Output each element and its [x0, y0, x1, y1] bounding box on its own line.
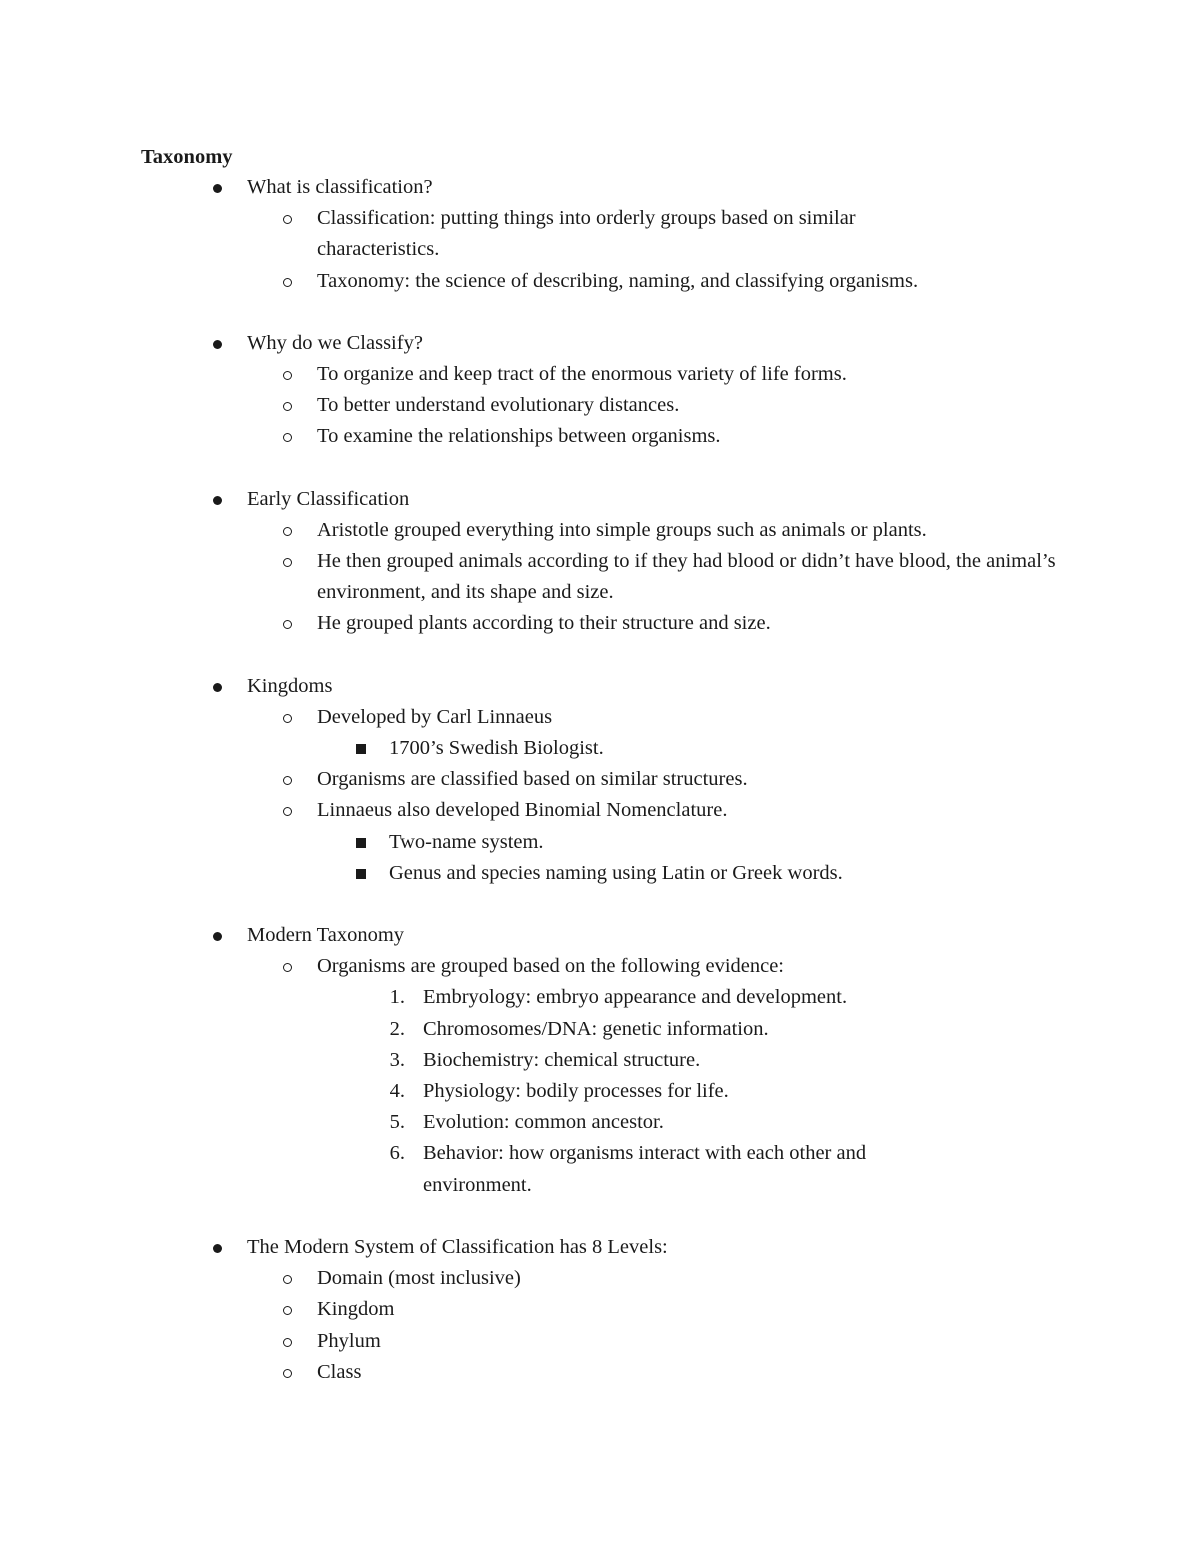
bullet-circle-icon — [283, 1275, 292, 1284]
item-text: Organisms are classified based on similar structures. — [317, 768, 748, 791]
item-number: 2. — [389, 1017, 405, 1040]
item-text: Embryology: embryo appearance and development. — [423, 986, 848, 1009]
bullet-circle-icon — [283, 1306, 292, 1315]
item-text: To examine the relationships between organisms. — [317, 425, 721, 448]
list-item — [0, 203, 1200, 265]
numbered-item — [0, 1045, 1200, 1076]
section-heading: The Modern System of Classification has 8 Levels: — [247, 1235, 668, 1258]
item-text: Linnaeus also developed Binomial Nomenclature. — [317, 799, 728, 822]
bullet-circle-icon — [283, 215, 292, 224]
list-item — [0, 421, 1200, 452]
bullet-disc-icon — [213, 1244, 222, 1253]
item-text: He grouped plants according to their structure and size. — [317, 612, 771, 635]
bullet-circle-icon — [283, 620, 292, 629]
section-modern-system-levels — [0, 1232, 1200, 1388]
bullet-square-icon — [356, 869, 366, 879]
item-text: Phylum — [317, 1329, 381, 1352]
list-item — [0, 858, 1200, 889]
item-number: 6. — [389, 1142, 405, 1165]
bullet-circle-icon — [283, 278, 292, 287]
item-text: Biochemistry: chemical structure. — [423, 1048, 701, 1071]
list-item — [0, 484, 1200, 515]
bullet-circle-icon — [283, 527, 292, 536]
bullet-circle-icon — [283, 402, 292, 411]
item-text: Taxonomy: the science of describing, naming, and classifying organisms. — [317, 269, 919, 292]
section-heading: Early Classification — [247, 487, 410, 510]
section-why-classify — [0, 328, 1200, 453]
item-text: To better understand evolutionary distances. — [317, 394, 680, 417]
numbered-item — [0, 1076, 1200, 1107]
list-item — [0, 172, 1200, 203]
list-item — [0, 608, 1200, 639]
outline — [0, 172, 1200, 1419]
bullet-square-icon — [356, 744, 366, 754]
section-what-is-classification — [0, 172, 1200, 297]
bullet-circle-icon — [283, 714, 292, 723]
list-item — [0, 328, 1200, 359]
list-item — [0, 515, 1200, 546]
list-item — [0, 266, 1200, 297]
list-item — [0, 702, 1200, 733]
list-item — [0, 390, 1200, 421]
item-text: He then grouped animals according to if they had blood or didn’t have blood, the animal’s environment, and its shape and size. — [317, 550, 1056, 604]
list-item — [0, 546, 1200, 608]
list-item — [0, 733, 1200, 764]
item-text: Chromosomes/DNA: genetic information. — [423, 1017, 769, 1040]
bullet-disc-icon — [213, 683, 222, 692]
list-item — [0, 1263, 1200, 1294]
bullet-circle-icon — [283, 558, 292, 567]
item-text: Classification: putting things into orderly groups based on similar characteristics. — [317, 207, 856, 261]
item-text: Two-name system. — [389, 830, 544, 853]
bullet-circle-icon — [283, 1369, 292, 1378]
bullet-disc-icon — [213, 184, 222, 193]
bullet-circle-icon — [283, 776, 292, 785]
numbered-item — [0, 982, 1200, 1013]
list-item — [0, 1357, 1200, 1388]
list-item — [0, 920, 1200, 951]
bullet-circle-icon — [283, 433, 292, 442]
bullet-circle-icon — [283, 963, 292, 972]
item-text: Developed by Carl Linnaeus — [317, 705, 553, 728]
bullet-circle-icon — [283, 1338, 292, 1347]
list-item — [0, 951, 1200, 982]
numbered-item — [0, 1014, 1200, 1045]
document-title: Taxonomy — [141, 146, 233, 168]
list-item — [0, 827, 1200, 858]
section-kingdoms — [0, 671, 1200, 889]
item-text: 1700’s Swedish Biologist. — [389, 737, 604, 760]
item-number: 5. — [389, 1111, 405, 1134]
item-text: Domain (most inclusive) — [317, 1267, 521, 1290]
section-early-classification — [0, 484, 1200, 640]
item-text: Class — [317, 1360, 362, 1383]
section-heading: What is classification? — [247, 176, 433, 198]
item-number: 1. — [389, 986, 405, 1009]
item-text: Behavior: how organisms interact with each other and environment. — [423, 1142, 867, 1196]
list-item — [0, 1326, 1200, 1357]
section-modern-taxonomy — [0, 920, 1200, 1201]
item-number: 3. — [389, 1048, 405, 1071]
numbered-item — [0, 1107, 1200, 1138]
bullet-disc-icon — [213, 496, 222, 505]
list-item — [0, 795, 1200, 826]
bullet-circle-icon — [283, 371, 292, 380]
item-text: Physiology: bodily processes for life. — [423, 1080, 729, 1103]
numbered-item — [0, 1138, 1200, 1200]
item-text: Evolution: common ancestor. — [423, 1111, 664, 1134]
list-item — [0, 671, 1200, 702]
bullet-circle-icon — [283, 807, 292, 816]
list-item — [0, 1294, 1200, 1325]
item-text: Aristotle grouped everything into simple groups such as animals or plants. — [317, 518, 927, 541]
section-heading: Modern Taxonomy — [247, 924, 405, 947]
bullet-disc-icon — [213, 340, 222, 349]
list-item — [0, 1232, 1200, 1263]
item-text: To organize and keep tract of the enormous variety of life forms. — [317, 363, 847, 386]
item-number: 4. — [389, 1080, 405, 1103]
list-item — [0, 764, 1200, 795]
section-heading: Why do we Classify? — [247, 331, 423, 354]
item-text: Organisms are grouped based on the following evidence: — [317, 955, 785, 978]
item-text: Genus and species naming using Latin or Greek words. — [389, 861, 843, 884]
item-text: Kingdom — [317, 1298, 395, 1321]
bullet-square-icon — [356, 838, 366, 848]
section-heading: Kingdoms — [247, 674, 333, 697]
list-item — [0, 359, 1200, 390]
bullet-disc-icon — [213, 932, 222, 941]
